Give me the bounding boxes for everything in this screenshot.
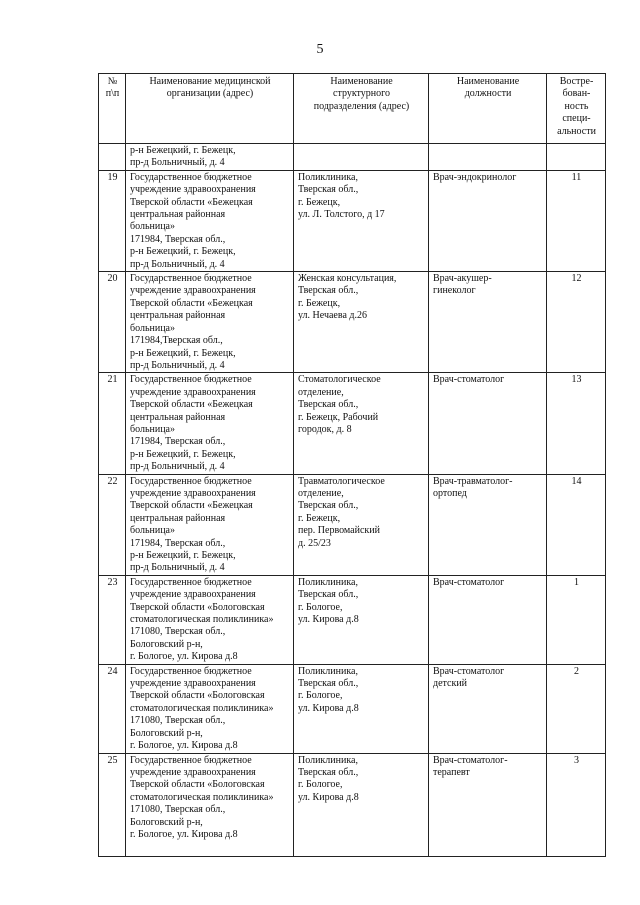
cell-organization: Государственное бюджетное учреждение здравоохранения Тверской области «Бежецкая центральная районная больница» 171984, Тверская обл., р-н Бежецкий, г. Бежецк, пр-д Больничный, д. 4 [126,170,294,271]
cell-subdivision: Поликлиника, Тверская обл., г. Бологое, ул. Кирова д.8 [294,664,429,753]
cell-subdivision [294,144,429,171]
cell-demand: 14 [547,474,606,575]
table-row [99,373,606,474]
cell-demand: 3 [547,753,606,856]
cell-position: Врач-акушер- гинеколог [429,272,547,373]
cell-demand [547,144,606,171]
cell-organization: Государственное бюджетное учреждение здравоохранения Тверской области «Бологовская стоматологическая поликлиника» 171080, Тверская обл., Бологовский р-н, г. Бологое, ул. Кирова д.8 [126,753,294,856]
cell-number: 22 [99,474,126,575]
cell-demand: 1 [547,575,606,664]
cell-subdivision: Поликлиника, Тверская обл., г. Бежецк, ул. Л. Толстого, д 17 [294,170,429,271]
cell-position [429,144,547,171]
cell-number: 21 [99,373,126,474]
cell-number: 25 [99,753,126,856]
cell-demand: 2 [547,664,606,753]
table-row [99,753,606,856]
table-row [99,575,606,664]
table-row [99,170,606,271]
cell-position: Врач-травматолог- ортопед [429,474,547,575]
cell-organization: Государственное бюджетное учреждение здравоохранения Тверской области «Бежецкая центральная районная больница» 171984, Тверская обл., р-н Бежецкий, г. Бежецк, пр-д Больничный, д. 4 [126,373,294,474]
cell-subdivision: Поликлиника, Тверская обл., г. Бологое, ул. Кирова д.8 [294,575,429,664]
header-position: Наименование должности [429,74,547,144]
cell-position: Врач-эндокринолог [429,170,547,271]
cell-position: Врач-стоматолог [429,373,547,474]
cell-subdivision: Стоматологическое отделение, Тверская обл., г. Бежецк, Рабочий городок, д. 8 [294,373,429,474]
cell-position: Врач-стоматолог [429,575,547,664]
header-number: № п\п [99,74,126,144]
header-organization: Наименование медицинской организации (адрес) [126,74,294,144]
cell-demand: 13 [547,373,606,474]
table-header-row [99,74,606,144]
cell-number: 23 [99,575,126,664]
cell-position: Врач-стоматолог детский [429,664,547,753]
cell-subdivision: Травматологическое отделение, Тверская обл., г. Бежецк, пер. Первомайский д. 25/23 [294,474,429,575]
header-subdivision: Наименование структурного подразделения (адрес) [294,74,429,144]
cell-subdivision: Женская консультация, Тверская обл., г. Бежецк, ул. Нечаева д.26 [294,272,429,373]
staffing-table [98,73,606,857]
cell-organization: Государственное бюджетное учреждение здравоохранения Тверской области «Бежецкая центральная районная больница» 171984, Тверская обл., р-н Бежецкий, г. Бежецк, пр-д Больничный, д. 4 [126,474,294,575]
page-number: 5 [316,42,324,57]
table-row [99,664,606,753]
table-row [99,272,606,373]
cell-number: 20 [99,272,126,373]
cell-number: 24 [99,664,126,753]
cell-organization: Государственное бюджетное учреждение здравоохранения Тверской области «Бежецкая центральная районная больница» 171984,Тверская обл., р-н Бежецкий, г. Бежецк, пр-д Больничный, д. 4 [126,272,294,373]
cell-subdivision: Поликлиника, Тверская обл., г. Бологое, ул. Кирова д.8 [294,753,429,856]
header-demand: Востре- бован- ность специ- альности [547,74,606,144]
table-row-continuation [99,144,606,171]
cell-demand: 11 [547,170,606,271]
cell-organization: р-н Бежецкий, г. Бежецк, пр-д Больничный, д. 4 [126,144,294,171]
cell-organization: Государственное бюджетное учреждение здравоохранения Тверской области «Бологовская стоматологическая поликлиника» 171080, Тверская обл., Бологовский р-н, г. Бологое, ул. Кирова д.8 [126,664,294,753]
cell-demand: 12 [547,272,606,373]
cell-number: 19 [99,170,126,271]
cell-organization: Государственное бюджетное учреждение здравоохранения Тверской области «Бологовская стоматологическая поликлиника» 171080, Тверская обл., Бологовский р-н, г. Бологое, ул. Кирова д.8 [126,575,294,664]
cell-number [99,144,126,171]
table-row [99,474,606,575]
cell-position: Врач-стоматолог- терапевт [429,753,547,856]
